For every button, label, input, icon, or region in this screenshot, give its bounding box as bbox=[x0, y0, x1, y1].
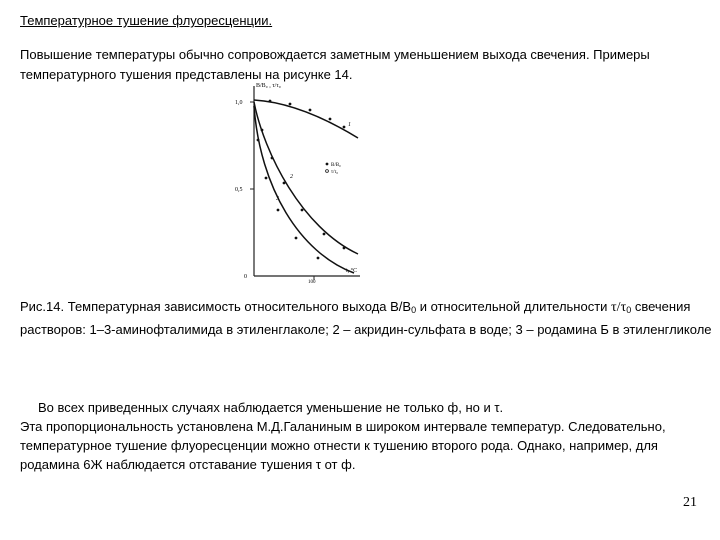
y-tick-label-0: 0 bbox=[244, 274, 247, 280]
legend-item-1: B/B₀ bbox=[331, 163, 341, 168]
caption-line-1 bbox=[20, 297, 720, 320]
y-tick-label-1: 1,0 bbox=[235, 100, 243, 106]
y-tick-label-05: 0,5 bbox=[235, 187, 243, 193]
heading: Температурное тушение флуоресценции. bbox=[20, 13, 273, 28]
caption-sub-tau0: 0 bbox=[626, 305, 632, 315]
curve-label-2: 2 bbox=[290, 174, 293, 180]
curve-label-3: 3 bbox=[276, 196, 279, 202]
legend-marker-2 bbox=[326, 170, 329, 173]
caption-line-2: растворов: 1–3-аминофталимида в этиленглаколе; 2 – акридин-сульфата в воде; 3 – родамина Б в этиленгликоле bbox=[20, 322, 712, 337]
caption-sub-b0: 0 bbox=[411, 305, 417, 315]
caption-text-a: Рис.14. Температурная зависимость относительного выхода В/В bbox=[20, 299, 412, 314]
legend-item-2: τ/τ₀ bbox=[331, 170, 339, 175]
curve-3-points bbox=[257, 139, 320, 260]
body-line-2: Эта пропорциональность установлена М.Д.Галаниным в широком интервале температур. Следовательно, bbox=[20, 419, 666, 434]
intro-paragraph bbox=[20, 45, 710, 85]
figure-caption bbox=[20, 297, 720, 340]
legend-marker-1 bbox=[326, 163, 329, 166]
curve-label-1: 1 bbox=[348, 122, 351, 128]
caption-tau: τ/τ bbox=[611, 300, 627, 315]
body-line-1: Во всех приведенных случаях наблюдается уменьшение не только ф, но и τ. bbox=[38, 400, 504, 415]
caption-text-b: и относительной длительности bbox=[416, 299, 612, 314]
x-axis-label: t, °C bbox=[346, 268, 358, 274]
y-axis-label: B/B₀ , τ/τ₀ bbox=[256, 83, 281, 89]
curve-3 bbox=[254, 106, 354, 273]
intro-line-1: Повышение температуры обычно сопровождается заметным уменьшением выхода свечения. Примеры bbox=[20, 47, 650, 62]
curve-1 bbox=[254, 100, 358, 138]
body-line-3: температурное тушение флуоресценции можно отнести к тушению второго рода. Однако, например, для bbox=[20, 438, 658, 453]
page-number: 21 bbox=[683, 495, 697, 510]
intro-line-2: температурного тушения представлены на рисунке 14. bbox=[20, 67, 353, 82]
x-tick-label-100: 100 bbox=[308, 280, 316, 283]
caption-text-c: свечения bbox=[631, 299, 691, 314]
body-line-4: родамина 6Ж наблюдается отставание тушения τ от ф. bbox=[20, 457, 356, 472]
body-paragraph bbox=[20, 398, 710, 474]
figure-14 bbox=[232, 78, 362, 283]
